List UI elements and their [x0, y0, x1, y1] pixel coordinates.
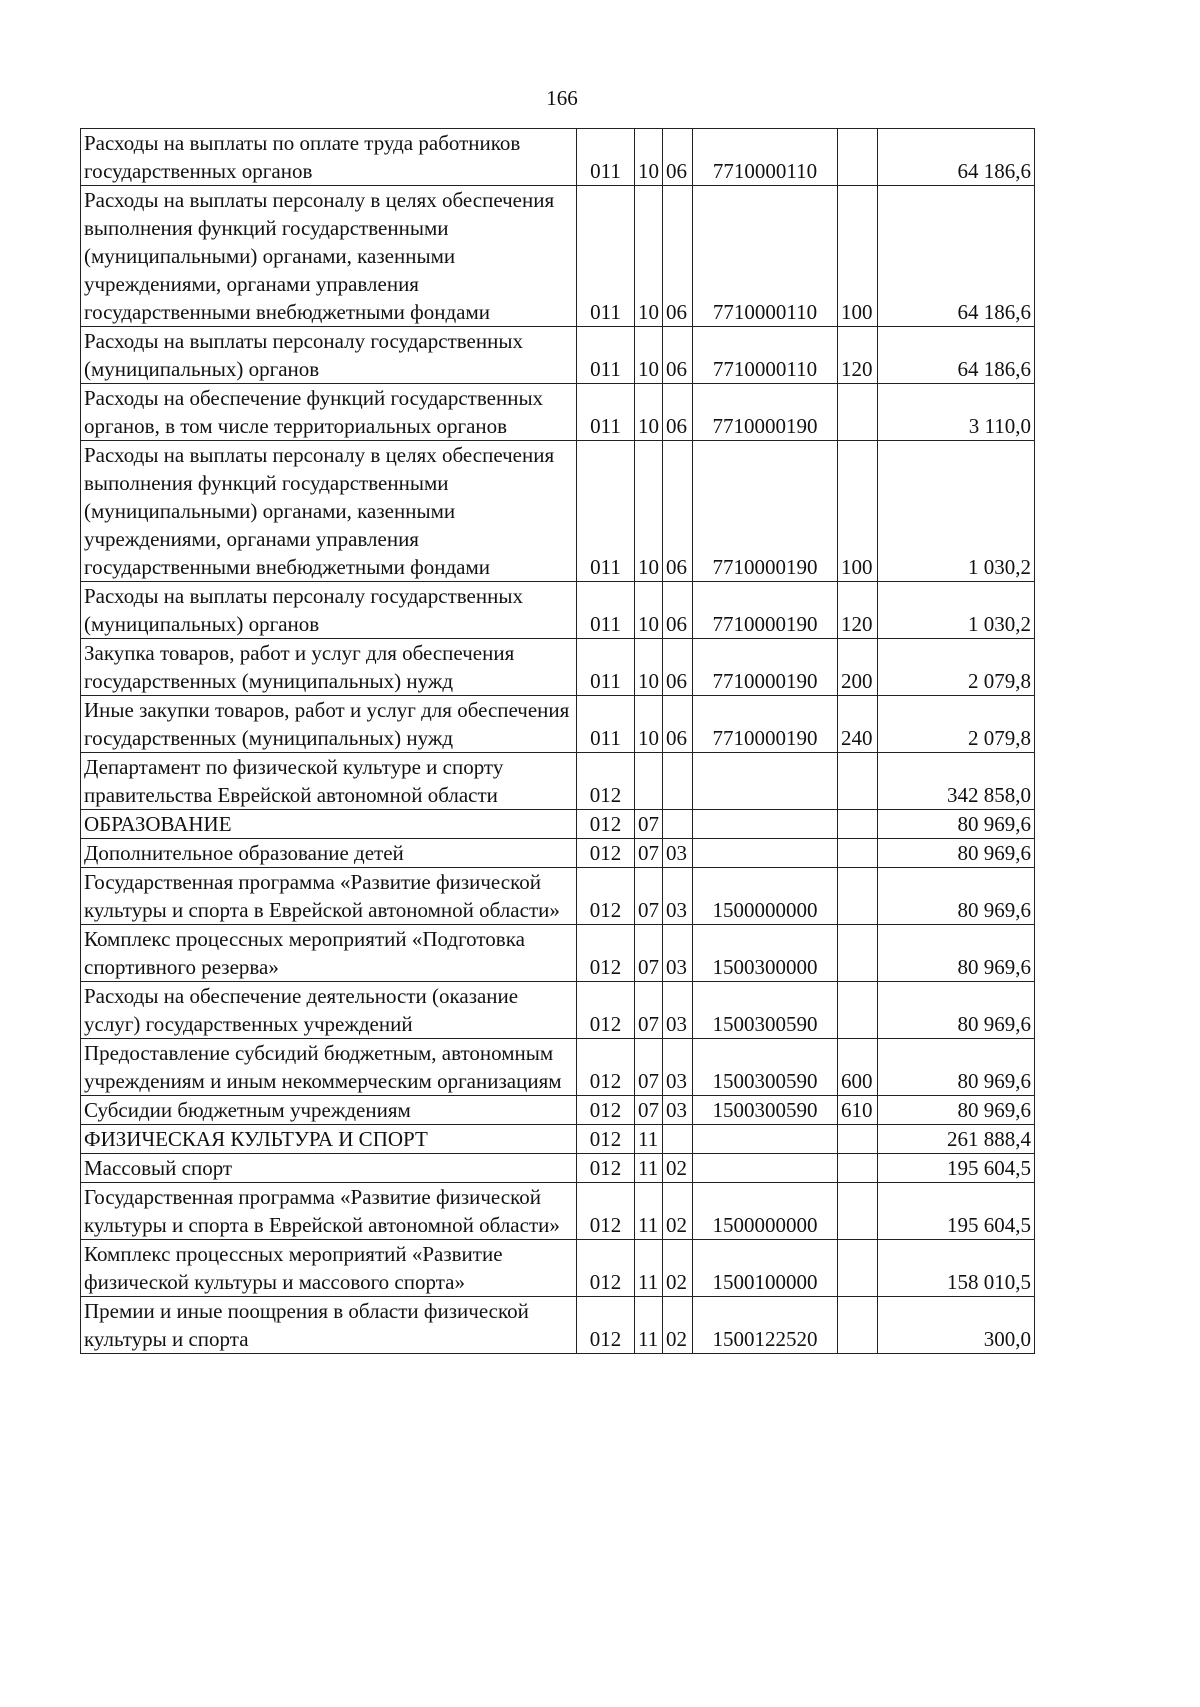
row-razdel-cell: 11	[635, 1183, 663, 1240]
row-name-cell: Иные закупки товаров, работ и услуг для обеспечения государственных (муниципальных) нужд	[81, 696, 577, 753]
row-grbs-cell: 012	[577, 868, 635, 925]
row-csr-cell	[693, 839, 838, 868]
row-grbs-cell: 012	[577, 1125, 635, 1154]
row-grbs-cell: 011	[577, 696, 635, 753]
row-razdel-cell: 10	[635, 129, 663, 186]
row-vr-cell	[838, 1297, 878, 1354]
row-csr-cell: 1500300000	[693, 925, 838, 982]
row-csr-cell: 7710000110	[693, 129, 838, 186]
row-sum-cell: 342 858,0	[878, 753, 1035, 810]
row-vr-cell	[838, 810, 878, 839]
table-row	[81, 384, 1035, 441]
row-name-cell: Закупка товаров, работ и услуг для обеспечения государственных (муниципальных) нужд	[81, 639, 577, 696]
table-row	[81, 1183, 1035, 1240]
row-podrazdel-cell: 02	[663, 1154, 693, 1183]
row-vr-cell: 200	[838, 639, 878, 696]
row-csr-cell: 7710000190	[693, 639, 838, 696]
row-sum-cell: 80 969,6	[878, 982, 1035, 1039]
row-grbs-cell: 011	[577, 582, 635, 639]
row-sum-cell: 261 888,4	[878, 1125, 1035, 1154]
row-csr-cell: 1500300590	[693, 1039, 838, 1096]
row-name-cell: Государственная программа «Развитие физической культуры и спорта в Еврейской автономной области»	[81, 868, 577, 925]
row-csr-cell	[693, 810, 838, 839]
row-vr-cell	[838, 1240, 878, 1297]
row-grbs-cell: 011	[577, 327, 635, 384]
row-podrazdel-cell: 06	[663, 129, 693, 186]
row-name-cell: Расходы на выплаты по оплате труда работников государственных органов	[81, 129, 577, 186]
row-grbs-cell: 011	[577, 186, 635, 327]
row-podrazdel-cell: 06	[663, 696, 693, 753]
row-razdel-cell: 07	[635, 1096, 663, 1125]
row-sum-cell: 64 186,6	[878, 129, 1035, 186]
row-csr-cell: 1500122520	[693, 1297, 838, 1354]
row-csr-cell: 7710000190	[693, 582, 838, 639]
row-name-cell: Государственная программа «Развитие физической культуры и спорта в Еврейской автономной области»	[81, 1183, 577, 1240]
table-row	[81, 639, 1035, 696]
row-sum-cell: 2 079,8	[878, 696, 1035, 753]
row-name-cell: ФИЗИЧЕСКАЯ КУЛЬТУРА И СПОРТ	[81, 1125, 577, 1154]
row-razdel-cell: 10	[635, 441, 663, 582]
row-vr-cell: 100	[838, 441, 878, 582]
row-razdel-cell: 07	[635, 839, 663, 868]
table-row	[81, 868, 1035, 925]
row-csr-cell: 7710000110	[693, 186, 838, 327]
row-csr-cell: 7710000190	[693, 441, 838, 582]
row-sum-cell: 3 110,0	[878, 384, 1035, 441]
row-podrazdel-cell: 06	[663, 441, 693, 582]
row-sum-cell: 158 010,5	[878, 1240, 1035, 1297]
row-sum-cell: 195 604,5	[878, 1154, 1035, 1183]
row-vr-cell: 100	[838, 186, 878, 327]
row-csr-cell: 1500300590	[693, 982, 838, 1039]
table-row	[81, 129, 1035, 186]
table-row	[81, 1096, 1035, 1125]
row-podrazdel-cell: 03	[663, 1039, 693, 1096]
row-grbs-cell: 012	[577, 1240, 635, 1297]
row-vr-cell: 120	[838, 327, 878, 384]
table-row	[81, 982, 1035, 1039]
row-razdel-cell: 07	[635, 1039, 663, 1096]
row-vr-cell	[838, 1125, 878, 1154]
row-name-cell: ОБРАЗОВАНИЕ	[81, 810, 577, 839]
row-grbs-cell: 011	[577, 129, 635, 186]
row-vr-cell: 610	[838, 1096, 878, 1125]
row-razdel-cell: 07	[635, 982, 663, 1039]
row-razdel-cell: 07	[635, 925, 663, 982]
row-grbs-cell: 012	[577, 839, 635, 868]
table-row	[81, 839, 1035, 868]
row-name-cell: Расходы на выплаты персоналу государственных (муниципальных) органов	[81, 327, 577, 384]
row-name-cell: Субсидии бюджетным учреждениям	[81, 1096, 577, 1125]
row-sum-cell: 64 186,6	[878, 327, 1035, 384]
table-row	[81, 1125, 1035, 1154]
row-grbs-cell: 012	[577, 1297, 635, 1354]
table-row	[81, 1154, 1035, 1183]
row-vr-cell	[838, 1183, 878, 1240]
budget-table	[80, 128, 1035, 1354]
table-row	[81, 441, 1035, 582]
table-row	[81, 696, 1035, 753]
row-csr-cell: 7710000110	[693, 327, 838, 384]
row-sum-cell: 80 969,6	[878, 810, 1035, 839]
row-podrazdel-cell	[663, 753, 693, 810]
row-podrazdel-cell: 02	[663, 1297, 693, 1354]
row-vr-cell: 240	[838, 696, 878, 753]
row-razdel-cell: 07	[635, 868, 663, 925]
row-podrazdel-cell: 06	[663, 582, 693, 639]
row-razdel-cell: 10	[635, 384, 663, 441]
row-sum-cell: 1 030,2	[878, 582, 1035, 639]
row-grbs-cell: 011	[577, 441, 635, 582]
row-podrazdel-cell: 03	[663, 925, 693, 982]
row-vr-cell: 600	[838, 1039, 878, 1096]
row-csr-cell	[693, 753, 838, 810]
row-razdel-cell: 11	[635, 1240, 663, 1297]
table-row	[81, 1240, 1035, 1297]
row-podrazdel-cell	[663, 810, 693, 839]
table-row	[81, 327, 1035, 384]
row-podrazdel-cell: 03	[663, 839, 693, 868]
row-name-cell: Премии и иные поощрения в области физической культуры и спорта	[81, 1297, 577, 1354]
row-podrazdel-cell: 06	[663, 384, 693, 441]
row-razdel-cell: 11	[635, 1125, 663, 1154]
row-sum-cell: 80 969,6	[878, 868, 1035, 925]
table-row	[81, 186, 1035, 327]
row-sum-cell: 300,0	[878, 1297, 1035, 1354]
row-name-cell: Комплекс процессных мероприятий «Подготовка спортивного резерва»	[81, 925, 577, 982]
row-grbs-cell: 012	[577, 1154, 635, 1183]
budget-table-body	[81, 129, 1035, 1354]
row-name-cell: Расходы на обеспечение функций государственных органов, в том числе территориальных органов	[81, 384, 577, 441]
row-grbs-cell: 012	[577, 753, 635, 810]
row-sum-cell: 64 186,6	[878, 186, 1035, 327]
table-row	[81, 810, 1035, 839]
row-razdel-cell: 10	[635, 186, 663, 327]
row-name-cell: Массовый спорт	[81, 1154, 577, 1183]
row-vr-cell	[838, 129, 878, 186]
row-sum-cell: 80 969,6	[878, 1039, 1035, 1096]
row-name-cell: Предоставление субсидий бюджетным, автономным учреждениям и иным некоммерческим организациям	[81, 1039, 577, 1096]
row-grbs-cell: 011	[577, 639, 635, 696]
row-razdel-cell: 10	[635, 582, 663, 639]
row-csr-cell: 1500000000	[693, 868, 838, 925]
table-row	[81, 1039, 1035, 1096]
row-podrazdel-cell: 06	[663, 639, 693, 696]
row-name-cell: Расходы на выплаты персоналу в целях обеспечения выполнения функций государственными (муниципальными) органами, казенными учреждениями, органами управления государственными внебюджетными фондами	[81, 441, 577, 582]
row-csr-cell: 1500300590	[693, 1096, 838, 1125]
row-vr-cell	[838, 1154, 878, 1183]
row-podrazdel-cell: 02	[663, 1183, 693, 1240]
table-row	[81, 582, 1035, 639]
row-podrazdel-cell: 03	[663, 1096, 693, 1125]
row-grbs-cell: 012	[577, 1039, 635, 1096]
row-podrazdel-cell: 06	[663, 186, 693, 327]
row-razdel-cell: 10	[635, 327, 663, 384]
row-razdel-cell	[635, 753, 663, 810]
row-podrazdel-cell	[663, 1125, 693, 1154]
row-csr-cell: 1500000000	[693, 1183, 838, 1240]
row-sum-cell: 195 604,5	[878, 1183, 1035, 1240]
row-name-cell: Дополнительное образование детей	[81, 839, 577, 868]
row-csr-cell: 1500100000	[693, 1240, 838, 1297]
row-vr-cell	[838, 925, 878, 982]
table-row	[81, 925, 1035, 982]
row-grbs-cell: 012	[577, 982, 635, 1039]
row-sum-cell: 2 079,8	[878, 639, 1035, 696]
row-csr-cell	[693, 1154, 838, 1183]
row-grbs-cell: 012	[577, 810, 635, 839]
row-razdel-cell: 07	[635, 810, 663, 839]
row-vr-cell	[838, 753, 878, 810]
page-number: 166	[546, 86, 578, 110]
row-sum-cell: 80 969,6	[878, 1096, 1035, 1125]
row-grbs-cell: 012	[577, 1096, 635, 1125]
row-razdel-cell: 10	[635, 696, 663, 753]
row-sum-cell: 1 030,2	[878, 441, 1035, 582]
row-csr-cell: 7710000190	[693, 696, 838, 753]
row-grbs-cell: 011	[577, 384, 635, 441]
row-vr-cell	[838, 982, 878, 1039]
table-row	[81, 1297, 1035, 1354]
table-row	[81, 753, 1035, 810]
row-sum-cell: 80 969,6	[878, 839, 1035, 868]
row-vr-cell	[838, 384, 878, 441]
row-vr-cell	[838, 839, 878, 868]
row-sum-cell: 80 969,6	[878, 925, 1035, 982]
row-name-cell: Комплекс процессных мероприятий «Развитие физической культуры и массового спорта»	[81, 1240, 577, 1297]
row-name-cell: Департамент по физической культуре и спорту правительства Еврейской автономной области	[81, 753, 577, 810]
row-podrazdel-cell: 02	[663, 1240, 693, 1297]
row-csr-cell	[693, 1125, 838, 1154]
row-vr-cell: 120	[838, 582, 878, 639]
row-name-cell: Расходы на выплаты персоналу в целях обеспечения выполнения функций государственными (муниципальными) органами, казенными учреждениями, органами управления государственными внебюджетными фондами	[81, 186, 577, 327]
row-vr-cell	[838, 868, 878, 925]
row-csr-cell: 7710000190	[693, 384, 838, 441]
row-name-cell: Расходы на выплаты персоналу государственных (муниципальных) органов	[81, 582, 577, 639]
row-razdel-cell: 11	[635, 1297, 663, 1354]
row-podrazdel-cell: 03	[663, 868, 693, 925]
row-razdel-cell: 11	[635, 1154, 663, 1183]
row-podrazdel-cell: 06	[663, 327, 693, 384]
row-razdel-cell: 10	[635, 639, 663, 696]
row-grbs-cell: 012	[577, 925, 635, 982]
row-name-cell: Расходы на обеспечение деятельности (оказание услуг) государственных учреждений	[81, 982, 577, 1039]
row-grbs-cell: 012	[577, 1183, 635, 1240]
row-podrazdel-cell: 03	[663, 982, 693, 1039]
